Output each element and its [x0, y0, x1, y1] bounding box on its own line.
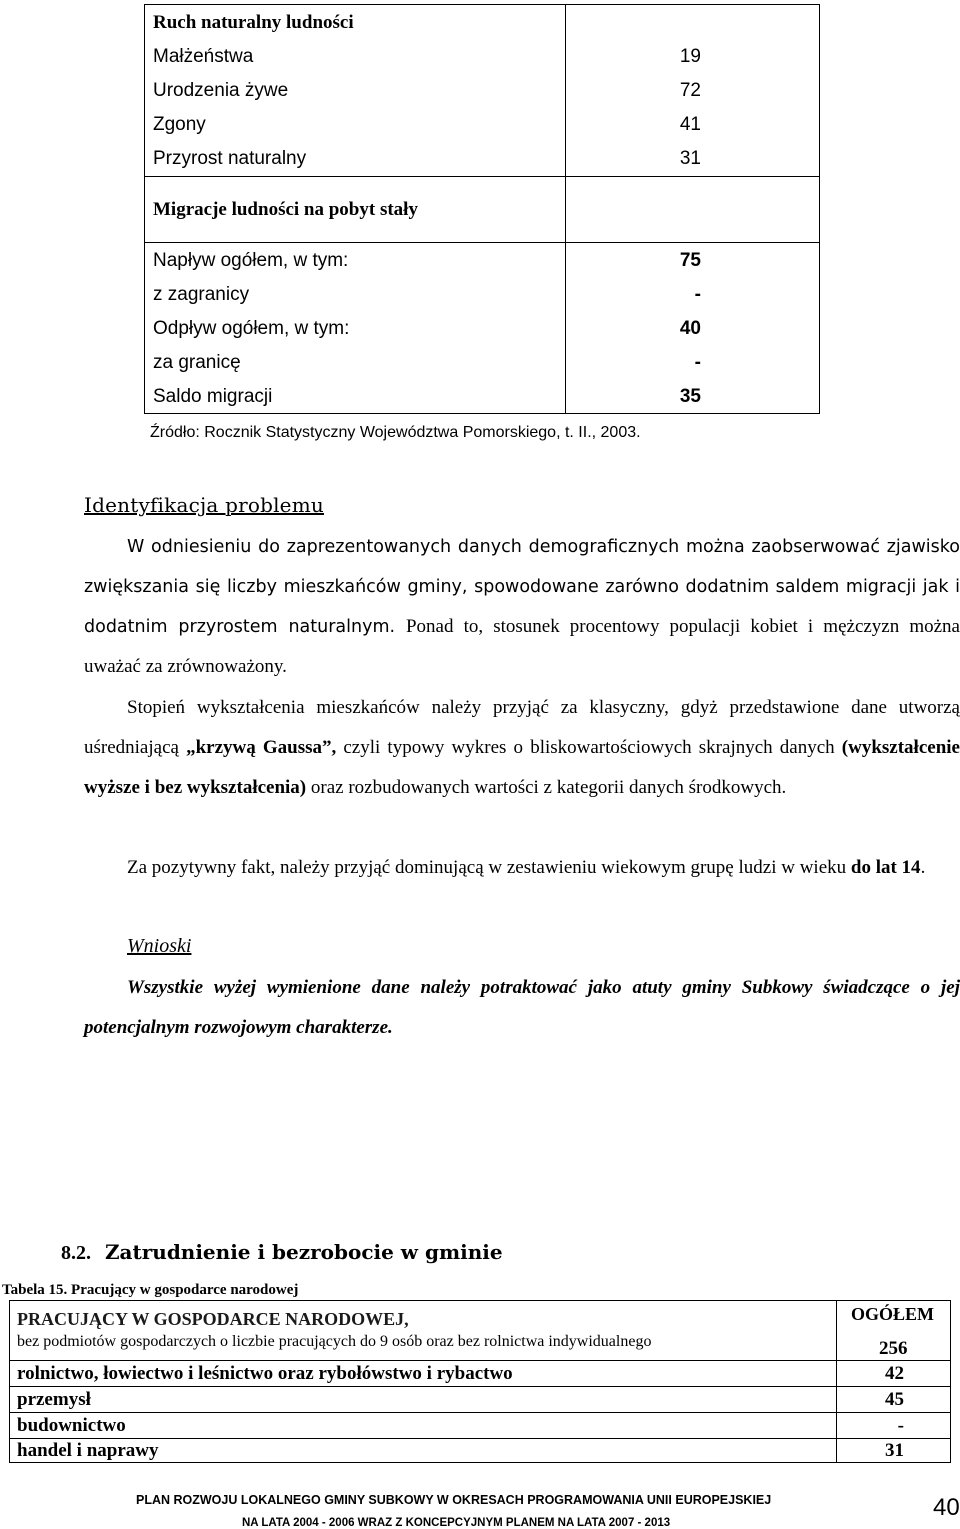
table-row: [145, 312, 819, 346]
migration-header-row: [145, 193, 819, 227]
row-label: rolnictwo, łowiectwo i leśnictwo oraz rybołówstwo i rybactwo: [17, 1363, 513, 1384]
footer-subtitle: NA LATA 2004 - 2006 WRAZ Z KONCEPCYJNYM PLANEM NA LATA 2007 - 2013: [242, 1517, 671, 1529]
table-row: [145, 244, 819, 278]
table-row: [145, 40, 819, 74]
row-label: Urodzenia żywe: [153, 80, 289, 101]
table-header-row: [145, 6, 819, 40]
paragraph-age: [84, 848, 960, 888]
emphasis-text: „krzywą Gaussa”,: [186, 737, 337, 758]
paragraph-text: oraz rozbudowanych wartości z kategorii danych środkowych.: [306, 777, 787, 798]
column-header-total: OGÓŁEM: [851, 1304, 935, 1324]
table-header-subtitle: bez podmiotów gospodarczych o liczbie pracujących do 9 osób oraz bez rolnictwa indywidualnego: [17, 1333, 652, 1350]
paragraph-text: W odniesieniu do zaprezentowanych danych demograficznych można zaobserwować zjawisko zwiększania się liczby mieszkańców gminy, spowodowane zarówno dodatnim saldem migracji jak i dodatnim przyrostem naturalnym.: [84, 537, 960, 637]
row-value: 35: [679, 386, 701, 407]
population-movement-table: [144, 4, 820, 414]
table-caption: Tabela 15. Pracujący w gospodarce narodowej: [2, 1282, 299, 1298]
problem-identification-heading: Identyfikacja problemu: [84, 493, 324, 517]
row-label: z zagranicy: [153, 284, 250, 305]
row-label: za granicę: [153, 352, 241, 373]
table-row: [145, 380, 819, 414]
paragraph-demographics: [84, 527, 960, 687]
row-value: -: [694, 352, 701, 373]
row-label: Przyrost naturalny: [153, 148, 307, 169]
section-number: 8.2.: [61, 1242, 91, 1264]
table-row: [10, 1361, 950, 1387]
table-row: [10, 1387, 950, 1413]
table-source-note: Źródło: Rocznik Statystyczny Województwa Pomorskiego, t. II., 2003.: [150, 424, 641, 441]
section-title: Zatrudnienie i bezrobocie w gminie: [104, 1240, 503, 1264]
total-value: 256: [879, 1338, 908, 1359]
employment-table: [9, 1300, 951, 1463]
row-value: 75: [679, 250, 701, 271]
row-value: -: [694, 284, 701, 305]
table-row: [145, 278, 819, 312]
paragraph-text: czyli typowy wykres o bliskowartościowych skrajnych danych: [336, 737, 842, 758]
row-label: handel i naprawy: [17, 1440, 159, 1461]
paragraph-education: [84, 688, 960, 808]
row-value: 41: [679, 114, 701, 135]
table-row: [10, 1413, 950, 1439]
table-row: [10, 1438, 950, 1464]
table-header-title: PRACUJĄCY W GOSPODARCE NARODOWEJ,: [17, 1309, 409, 1329]
paragraph-text: Ponad to, stosunek procentowy populacji kobiet i mężczyzn można uważać za zrównoważony.: [84, 616, 960, 677]
row-value: 45: [885, 1389, 904, 1410]
row-value: 31: [679, 148, 701, 169]
table-row: [145, 108, 819, 142]
row-label: Odpływ ogółem, w tym:: [153, 318, 350, 339]
conclusions-text: Wszystkie wyżej wymienione dane należy potraktować jako atuty gminy Subkowy świadczące o jej potencjalnym rozwojowym charakterze.: [84, 977, 960, 1038]
row-value: 42: [885, 1363, 904, 1384]
table-row: [145, 346, 819, 380]
paragraph-text: Za pozytywny fakt, należy przyjąć dominującą w zestawieniu wiekowym grupę ludzi w wieku: [127, 857, 851, 878]
migration-header: Migracje ludności na pobyt stały: [153, 199, 418, 220]
paragraph-text: .: [920, 857, 926, 878]
row-value: 40: [679, 318, 701, 339]
natural-movement-header: Ruch naturalny ludności: [153, 12, 354, 33]
row-label: Saldo migracji: [153, 386, 273, 407]
emphasis-text: do lat 14: [850, 857, 921, 878]
row-value: 31: [885, 1440, 904, 1461]
row-value: -: [897, 1415, 904, 1436]
row-divider: [145, 242, 819, 243]
table-row: [145, 142, 819, 176]
row-label: Napływ ogółem, w tym:: [153, 250, 349, 271]
row-label: Zgony: [153, 114, 206, 135]
row-label: budownictwo: [17, 1415, 126, 1436]
section-heading: [61, 1240, 503, 1265]
page-number: 40: [933, 1494, 960, 1521]
emphasis-text: (wykształcenie wyższe i bez wykształcenia): [84, 737, 960, 798]
row-value: 19: [679, 46, 701, 67]
row-value: 72: [679, 80, 701, 101]
row-divider: [145, 176, 819, 177]
footer-title: PLAN ROZWOJU LOKALNEGO GMINY SUBKOWY W OKRESACH PROGRAMOWANIA UNII EUROPEJSKIEJ: [136, 1493, 772, 1507]
row-label: Małżeństwa: [153, 46, 254, 67]
conclusions-heading: Wnioski: [127, 935, 192, 957]
paragraph-text: Stopień wykształcenia mieszkańców należy przyjąć za klasyczny, gdyż przedstawione dane utworzą uśredniającą: [84, 697, 960, 758]
row-label: przemysł: [17, 1389, 91, 1410]
table-row: [145, 74, 819, 108]
